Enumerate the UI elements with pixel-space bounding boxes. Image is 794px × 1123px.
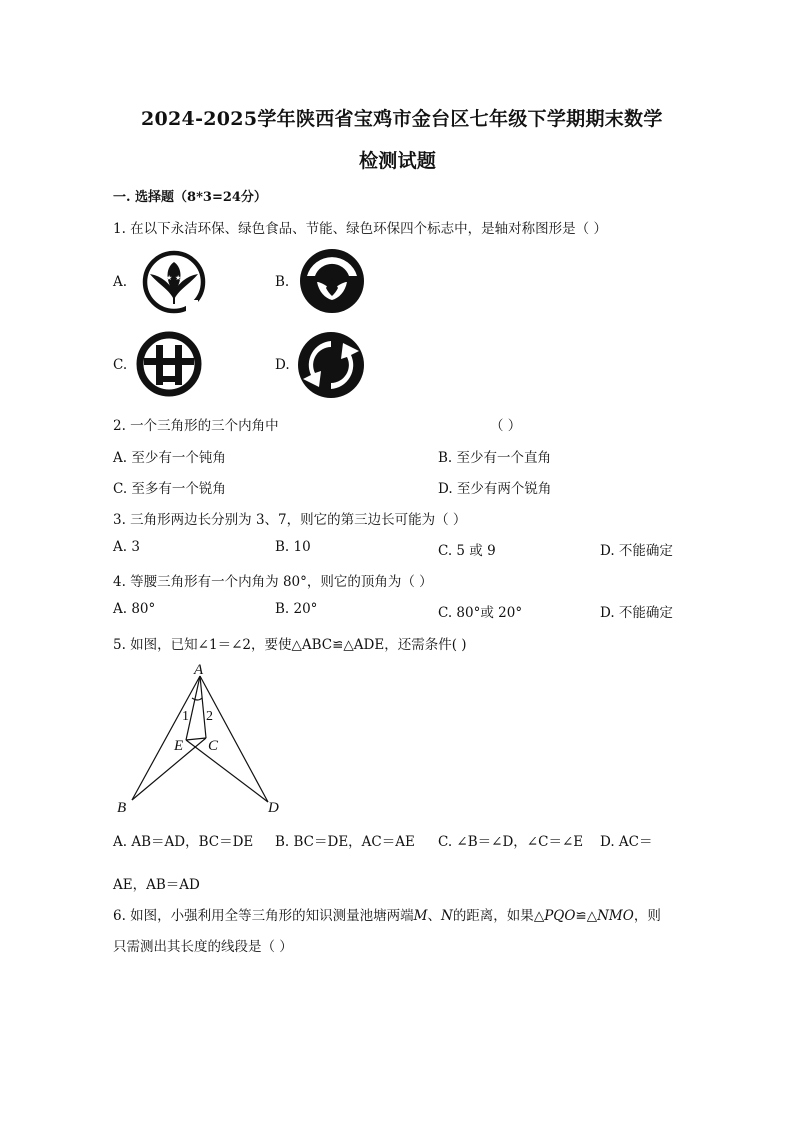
question-4-stem: 4. 等腰三角形有一个内角为 80°，则它的顶角为（ ） [113,574,433,590]
svg-text:★: ★ [166,274,173,282]
triangle-figure [112,660,292,824]
q5-option-d-continued: AE，AB＝AD [113,877,200,893]
q3-option-d: D. 不能确定 [600,543,673,559]
q5-option-c: C. ∠B＝∠D，∠C＝∠E [438,834,584,850]
leaf-logo-icon [140,250,208,318]
question-2-answer-paren: （ ） [490,418,522,434]
q5-option-b: B. BC＝DE，AC＝AE [275,834,415,850]
figure-label-a: A [194,662,204,678]
q1-option-b-label: B. [275,274,290,290]
page-title: 2024-2025学年陕西省宝鸡市金台区七年级下学期期末数学 [141,108,663,130]
hs-emblem-logo-icon [136,331,202,401]
figure-label-d: D [268,800,279,816]
q6-triangle-pqo: △PQO [533,908,576,924]
q6-triangle-nmo: △NMO [586,908,634,924]
q1-option-d-label: D. [275,357,290,373]
q6-point-m: M [413,908,428,924]
q3-option-c: C. 5 或 9 [438,543,496,559]
q4-option-c: C. 80°或 20° [438,605,523,621]
q6-text-a: 6. 如图，小强利用全等三角形的知识测量池塘两端 [113,908,414,924]
figure-angle-1: 1 [182,709,189,724]
q2-option-b: B. 至少有一个直角 [438,450,552,466]
q4-option-a: A. 80° [113,601,156,617]
q2-option-c: C. 至多有一个锐角 [113,481,226,497]
q4-option-b: B. 20° [275,601,318,617]
energy-saving-logo-icon [299,248,365,318]
svg-text:★: ★ [175,274,182,282]
question-2-stem: 2. 一个三角形的三个内角中 [113,418,279,434]
question-5-stem: 5. 如图，已知∠1＝∠2，要使△ABC≌△ADE，还需条件( ) [113,637,467,653]
q1-option-a-label: A. [113,274,128,290]
q2-option-a: A. 至少有一个钝角 [113,450,226,466]
q3-option-a: A. 3 [113,539,140,555]
question-6-line2: 只需测出其长度的线段是（ ） [113,939,293,955]
figure-angle-2: 2 [206,709,213,724]
q4-option-d: D. 不能确定 [600,605,673,621]
page-title-line2: 检测试题 [359,150,437,172]
question-6-line1 [113,904,661,924]
q5-option-a: A. AB＝AD，BC＝DE [113,834,254,850]
q2-option-d: D. 至少有两个锐角 [438,481,552,497]
recycle-arrows-logo-icon [297,331,365,403]
section-heading: 一. 选择题（8*3=24分） [113,190,267,205]
q6-sep: 、 [427,908,441,924]
q6-text-b: 的距离，如果 [452,908,534,924]
question-1-stem: 1. 在以下永洁环保、绿色食品、节能、绿色环保四个标志中，是轴对称图形是（ ） [113,221,607,237]
q6-congruent-symbol: ≌ [575,908,587,924]
question-3-stem: 3. 三角形两边长分别为 3、7，则它的第三边长可能为（ ） [113,512,467,528]
q1-option-c-label: C. [113,357,128,373]
q5-option-d: D. AC＝ [600,834,653,850]
figure-label-b: B [117,800,127,816]
figure-label-e: E [174,738,184,754]
q3-option-b: B. 10 [275,539,311,555]
figure-label-c: C [208,738,219,754]
q6-point-n: N [441,908,453,924]
q6-text-c: ，则 [633,908,661,924]
